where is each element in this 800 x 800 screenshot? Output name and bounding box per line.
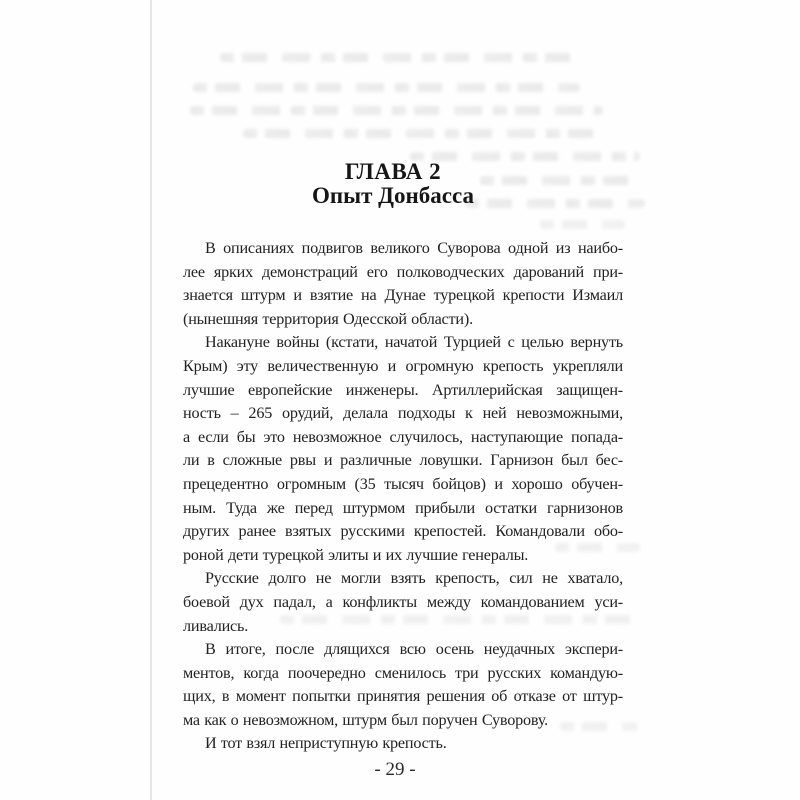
chapter-header [183,160,603,208]
page-number: - 29 - [374,759,416,780]
text-line: щих, в момент попытки принятия решения об отказе от штур- [183,687,623,706]
text-line: ма как о невозможном, штурм был поручен Суворову. [183,710,548,729]
text-line: И тот взял неприступную крепость. [205,734,447,753]
text-line: Накануне войны (кстати, начатой Турцией с целью вернуть [205,333,623,352]
chapter-number-heading: ГЛАВА 2 [344,159,442,184]
text-line: ментов, когда поочередно сменилось три русских командую- [183,663,623,682]
body-text [183,237,623,756]
text-line: Крым) эту величественную и огромную крепость укрепляли [183,356,623,375]
text-line: ливались. [183,616,249,635]
text-line: (нынешняя территория Одесской области). [183,309,473,328]
paragraph [183,237,623,331]
bleed-through-streak [220,53,575,62]
bleed-through-streak [540,220,625,229]
text-line: В итоге, после длящихся всю осень неудачных экспери- [205,640,623,659]
paragraph [183,638,623,732]
text-line: боевой дух падал, а конфликты между командованием уси- [183,592,623,611]
page-edge-line [150,0,152,800]
text-line: лее ярких демонстраций его полководческих дарований при- [183,262,623,281]
text-line: ли в сложные рвы и различные ловушки. Гарнизон был бес- [183,451,623,470]
text-line: лучшие европейские инженеры. Артиллерийская защищен- [183,380,623,399]
text-line: других ранее взятых русскими крепостей. Командовали обо- [183,522,623,541]
text-line: а если бы это невозможное случилось, наступающие попада- [183,427,623,446]
text-line: В описаниях подвигов великого Суворова одной из наибо- [205,239,623,257]
paragraph [183,567,623,638]
paragraph [183,732,623,756]
bleed-through-streak [193,83,580,92]
text-line: Русские долго не могли взять крепость, сил не хватало, [205,569,623,588]
paragraph [183,331,623,567]
bleed-through-streak [243,129,595,138]
text-line: прецедентно огромным (35 тысяч бойцов) и хорошо обучен- [183,474,623,493]
text-line: знается штурм и взятие на Дунае турецкой крепости Измаил [183,286,623,305]
text-line: ным. Туда же перед штурмом прибыли остатки гарнизонов [183,498,623,517]
chapter-title-heading: Опыт Донбасса [312,183,474,208]
bleed-through-streak [190,106,603,115]
text-line: роной дети турецкой элиты и их лучшие генералы. [183,545,529,564]
text-line: ность – 265 орудий, делала подходы к ней невозможными, [183,404,623,423]
